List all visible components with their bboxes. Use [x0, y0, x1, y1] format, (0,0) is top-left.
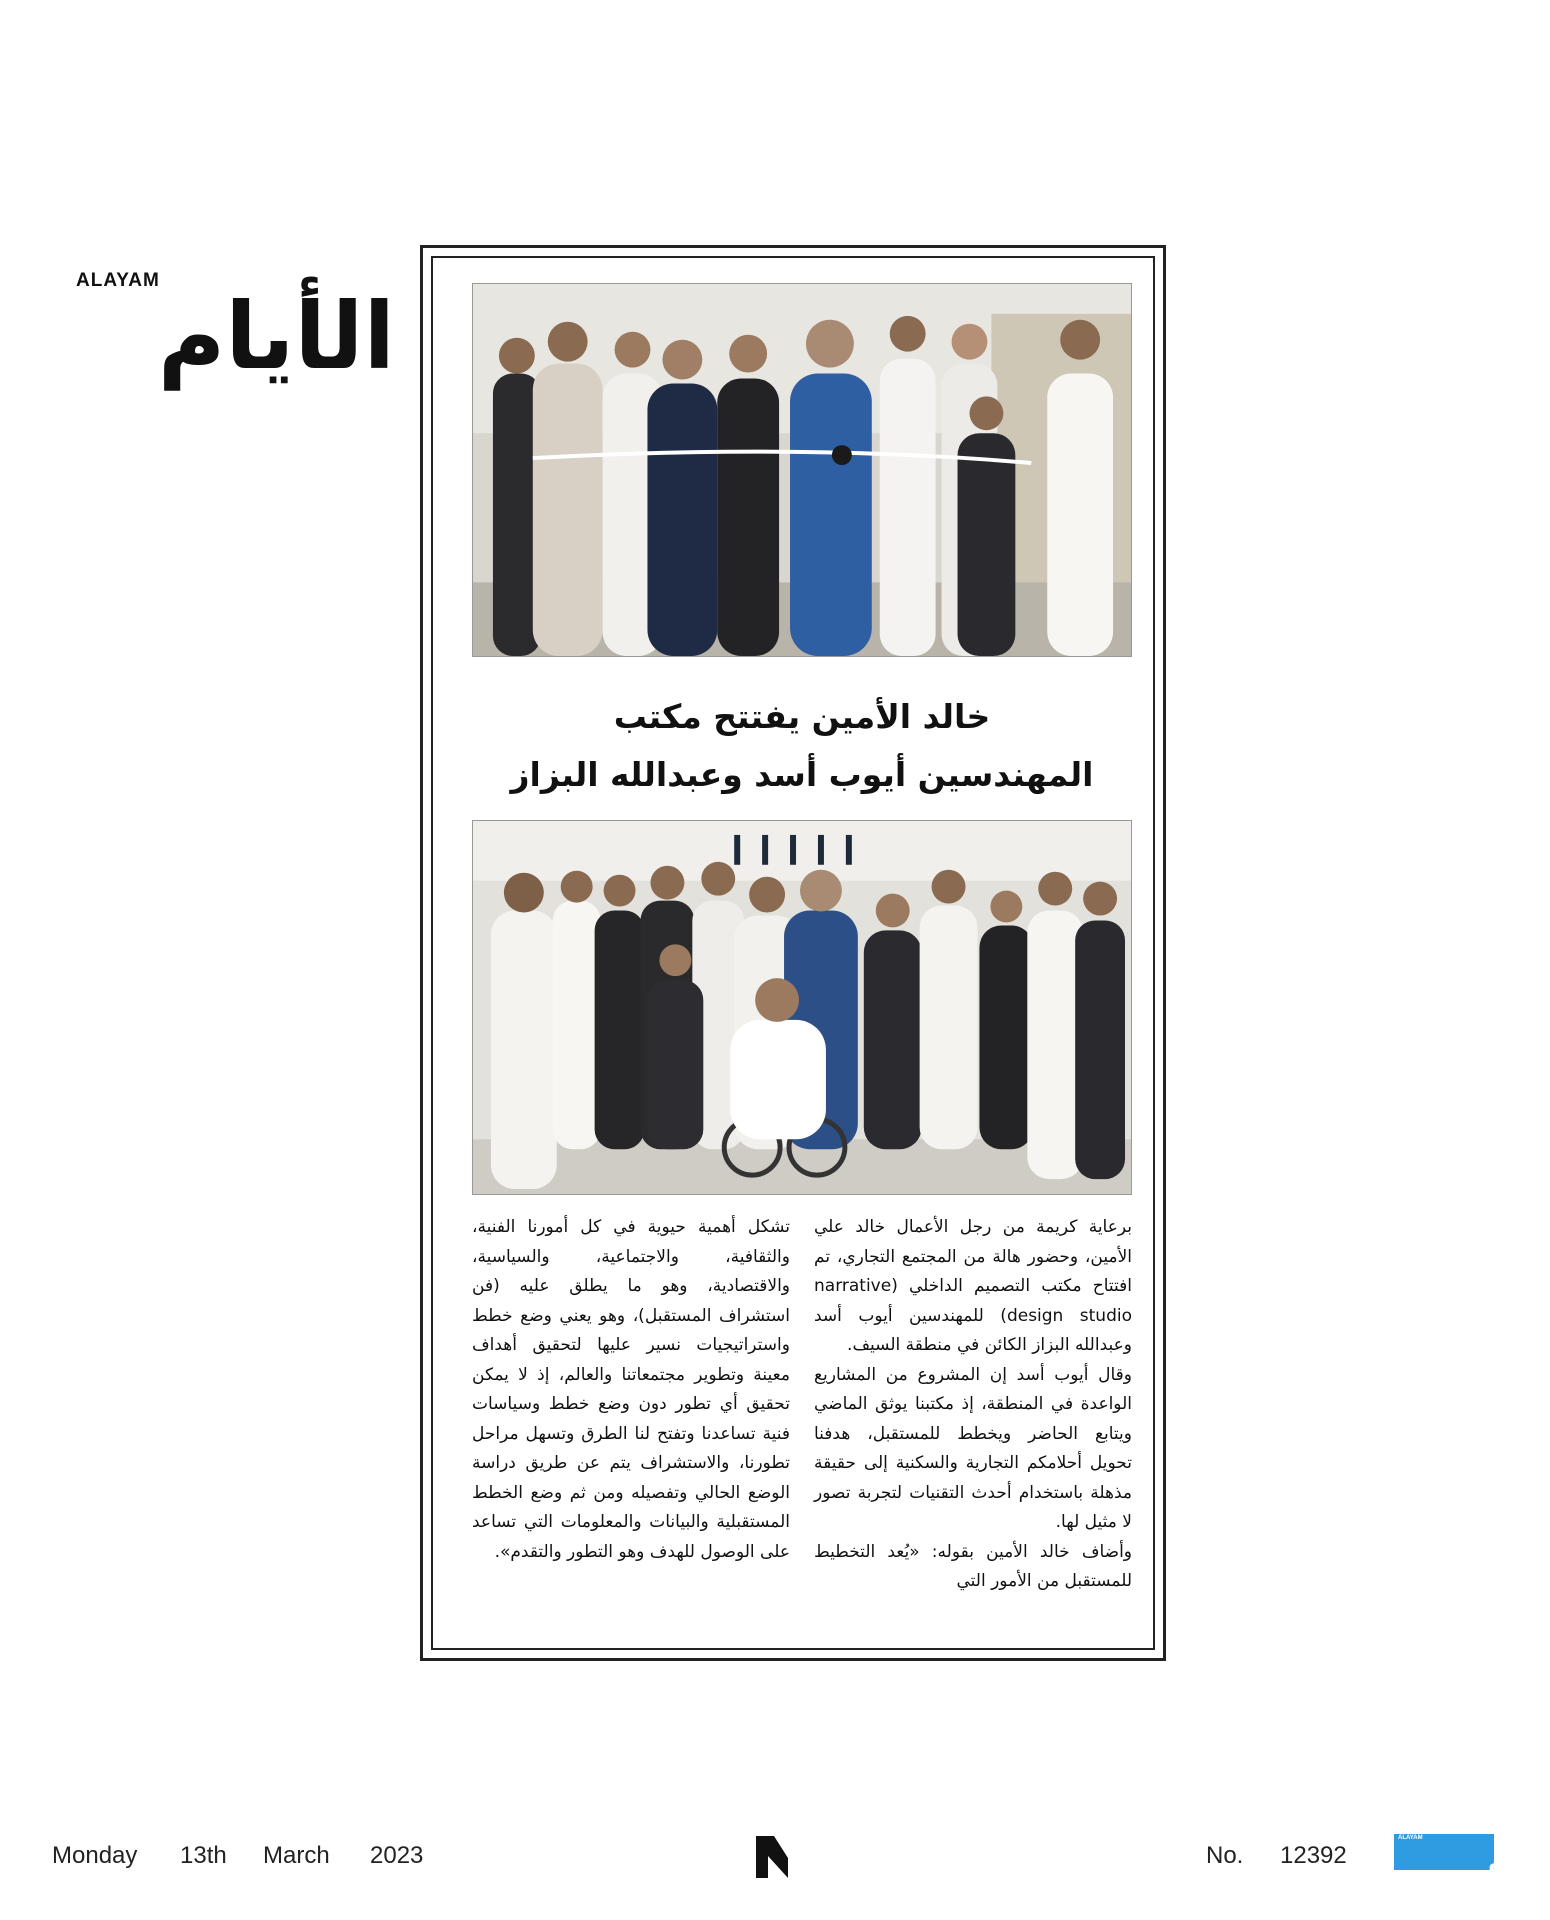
footer-badge-arabic: الأيام — [1488, 1846, 1550, 1874]
footer-badge-latin: ALAYAM — [1398, 1835, 1423, 1841]
footer-date: 13th — [180, 1842, 227, 1869]
article-paragraph: وأضاف خالد الأمين بقوله: «يُعد التخطيط للمستقبل من الأمور التي — [814, 1541, 1132, 1591]
ribbon-cutting-photo — [472, 283, 1132, 657]
article-paragraph: برعاية كريمة من رجل الأعمال خالد علي الأمين، وحضور هالة من المجتمع التجاري، تم افتتاح مكتب التصميم الداخلي (narrative design studio) للمهندسين أيوب أسد وعبدالله البزاز الكائن في منطقة السيف. — [814, 1217, 1132, 1355]
masthead-arabic: الأيام — [157, 283, 395, 390]
group-photo — [472, 820, 1132, 1195]
footer-issue-label: No. — [1206, 1842, 1244, 1869]
article-paragraph: وقال أيوب أسد إن المشروع من المشاريع الواعدة في المنطقة، إذ مكتبنا يوثق الماضي ويتابع الحاضر ويخطط للمستقبل، هدفنا تحويل أحلامكم التجارية والسكنية إلى حقيقة مذهلة باستخدام أحدث التقنيات لتجربة تصور لا مثيل لها. — [814, 1364, 1132, 1532]
masthead-latin: ALAYAM — [76, 270, 160, 291]
page-footer — [0, 1834, 1550, 1894]
footer-year: 2023 — [370, 1842, 424, 1869]
article-column-right — [814, 1213, 1132, 1597]
footer-brand-badge — [1394, 1834, 1550, 1874]
footer-issue-number: 12392 — [1280, 1842, 1347, 1869]
footer-month: March — [263, 1842, 330, 1869]
footer-day: Monday — [52, 1842, 138, 1869]
masthead-logo — [70, 268, 400, 398]
article-paragraph: تشكل أهمية حيوية في كل أمورنا الفنية، والثقافية، والاجتماعية، والسياسية، والاقتصادية، وهو ما يطلق عليه (فن استشراف المستقبل)، وهو يعني وضع خطط واستراتيجيات نسير عليها لتحقيق أهداف معينة وتطوير مجتمعاتنا والعالم، إذ لا يمكن تحقيق أي تطور دون وضع خطط وسياسات فنية تساعدنا وتفتح لنا الطرق وتسهل مراحل تطورنا، والاستشراف يتم عن طريق دراسة الوضع الحالي وتفصيله ومن ثم وضع الخطط المستقبلية والبيانات والمعلومات التي تساعد على الوصول للهدف وهو التطور والتقدم». — [472, 1217, 790, 1562]
article-headline — [472, 688, 1132, 804]
headline-line-1: خالد الأمين يفتتح مكتب — [613, 697, 991, 736]
publisher-logo-icon — [752, 1834, 792, 1880]
headline-line-2: المهندسين أيوب أسد وعبدالله البزاز — [510, 755, 1094, 794]
article-column-left — [472, 1213, 790, 1567]
